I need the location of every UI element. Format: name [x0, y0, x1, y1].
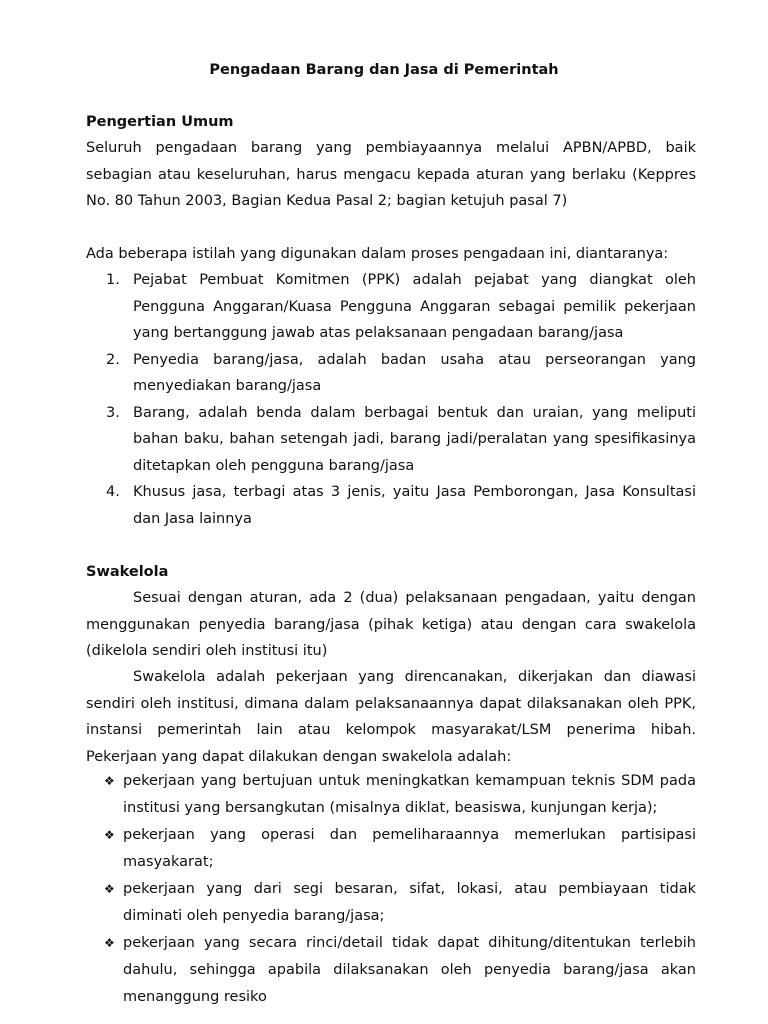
terms-list — [86, 267, 696, 532]
list-item — [86, 768, 696, 822]
list-item — [86, 267, 696, 347]
paragraph-istilah-intro: Ada beberapa istilah yang digunakan dalam proses pengadaan ini, diantaranya: — [86, 246, 669, 262]
section-heading-pengertian-umum: Pengertian Umum — [86, 114, 234, 130]
paragraph-pengertian: Seluruh pengadaan barang yang pembiayaannya melalui APBN/APBD, baik sebagian atau keseluruhan, harus mengacu kepada aturan yang berlaku (Keppres No. 80 Tahun 2003, Bagian Kedua Pasal 2; bagian ketujuh pasal 7) — [86, 140, 696, 209]
list-item — [86, 400, 696, 480]
list-item-text: pekerjaan yang operasi dan pemeliharaannya memerlukan partisipasi masyakarat; — [123, 827, 696, 870]
paragraph-swakelola-2: Swakelola adalah pekerjaan yang direncanakan, dikerjakan dan diawasi sendiri oleh institusi, dimana dalam pelaksanaannya dapat dilaksanakan oleh PPK, instansi pemerintah lain atau kelompok masyarakat/LSM penerima hibah. Pekerjaan yang dapat dilakukan dengan swakelola adalah: — [86, 669, 696, 765]
list-number: 4. — [106, 484, 120, 500]
list-item — [86, 479, 696, 532]
swakelola-bullet-list — [86, 768, 696, 1011]
document-title: Pengadaan Barang dan Jasa di Pemerintah — [209, 62, 559, 78]
paragraph-swakelola-1: Sesuai dengan aturan, ada 2 (dua) pelaksanaan pengadaan, yaitu dengan menggunakan penyedia barang/jasa (pihak ketiga) atau dengan cara swakelola (dikelola sendiri oleh institusi itu) — [86, 590, 696, 659]
list-item — [86, 822, 696, 876]
list-item-text: Pejabat Pembuat Komitmen (PPK) adalah pejabat yang diangkat oleh Pengguna Anggaran/Kuasa Pengguna Anggaran sebagai pemilik pekerjaan yang bertanggung jawab atas pelaksanaan pengadaan barang/jasa — [133, 272, 696, 341]
list-item — [86, 347, 696, 400]
diamond-bullet-icon: ❖ — [104, 936, 115, 950]
list-item-text: pekerjaan yang secara rinci/detail tidak dapat dihitung/ditentukan terlebih dahulu, sehingga apabila dilaksanakan oleh penyedia barang/jasa akan menanggung resiko — [123, 935, 696, 1005]
diamond-bullet-icon: ❖ — [104, 774, 115, 788]
diamond-bullet-icon: ❖ — [104, 882, 115, 896]
list-number: 3. — [106, 404, 120, 421]
diamond-bullet-icon: ❖ — [104, 828, 115, 842]
list-item-text: Khusus jasa, terbagi atas 3 jenis, yaitu Jasa Pemborongan, Jasa Konsultasi dan Jasa lainnya — [133, 484, 696, 527]
section-heading-swakelola: Swakelola — [86, 564, 169, 580]
list-number: 2. — [106, 351, 120, 368]
list-item-text: pekerjaan yang dari segi besaran, sifat, lokasi, atau pembiayaan tidak diminati oleh penyedia barang/jasa; — [123, 881, 696, 924]
list-item — [86, 930, 696, 1011]
list-item-text: pekerjaan yang bertujuan untuk meningkatkan kemampuan teknis SDM pada institusi yang bersangkutan (misalnya diklat, beasiswa, kunjungan kerja); — [123, 773, 696, 816]
list-item-text: Barang, adalah benda dalam berbagai bentuk dan uraian, yang meliputi bahan baku, bahan setengah jadi, barang jadi/peralatan yang spesifikasinya ditetapkan oleh pengguna barang/jasa — [133, 404, 696, 474]
list-number: 1. — [106, 272, 120, 288]
list-item — [86, 876, 696, 930]
list-item-text: Penyedia barang/jasa, adalah badan usaha atau perseorangan yang menyediakan barang/jasa — [133, 351, 696, 394]
